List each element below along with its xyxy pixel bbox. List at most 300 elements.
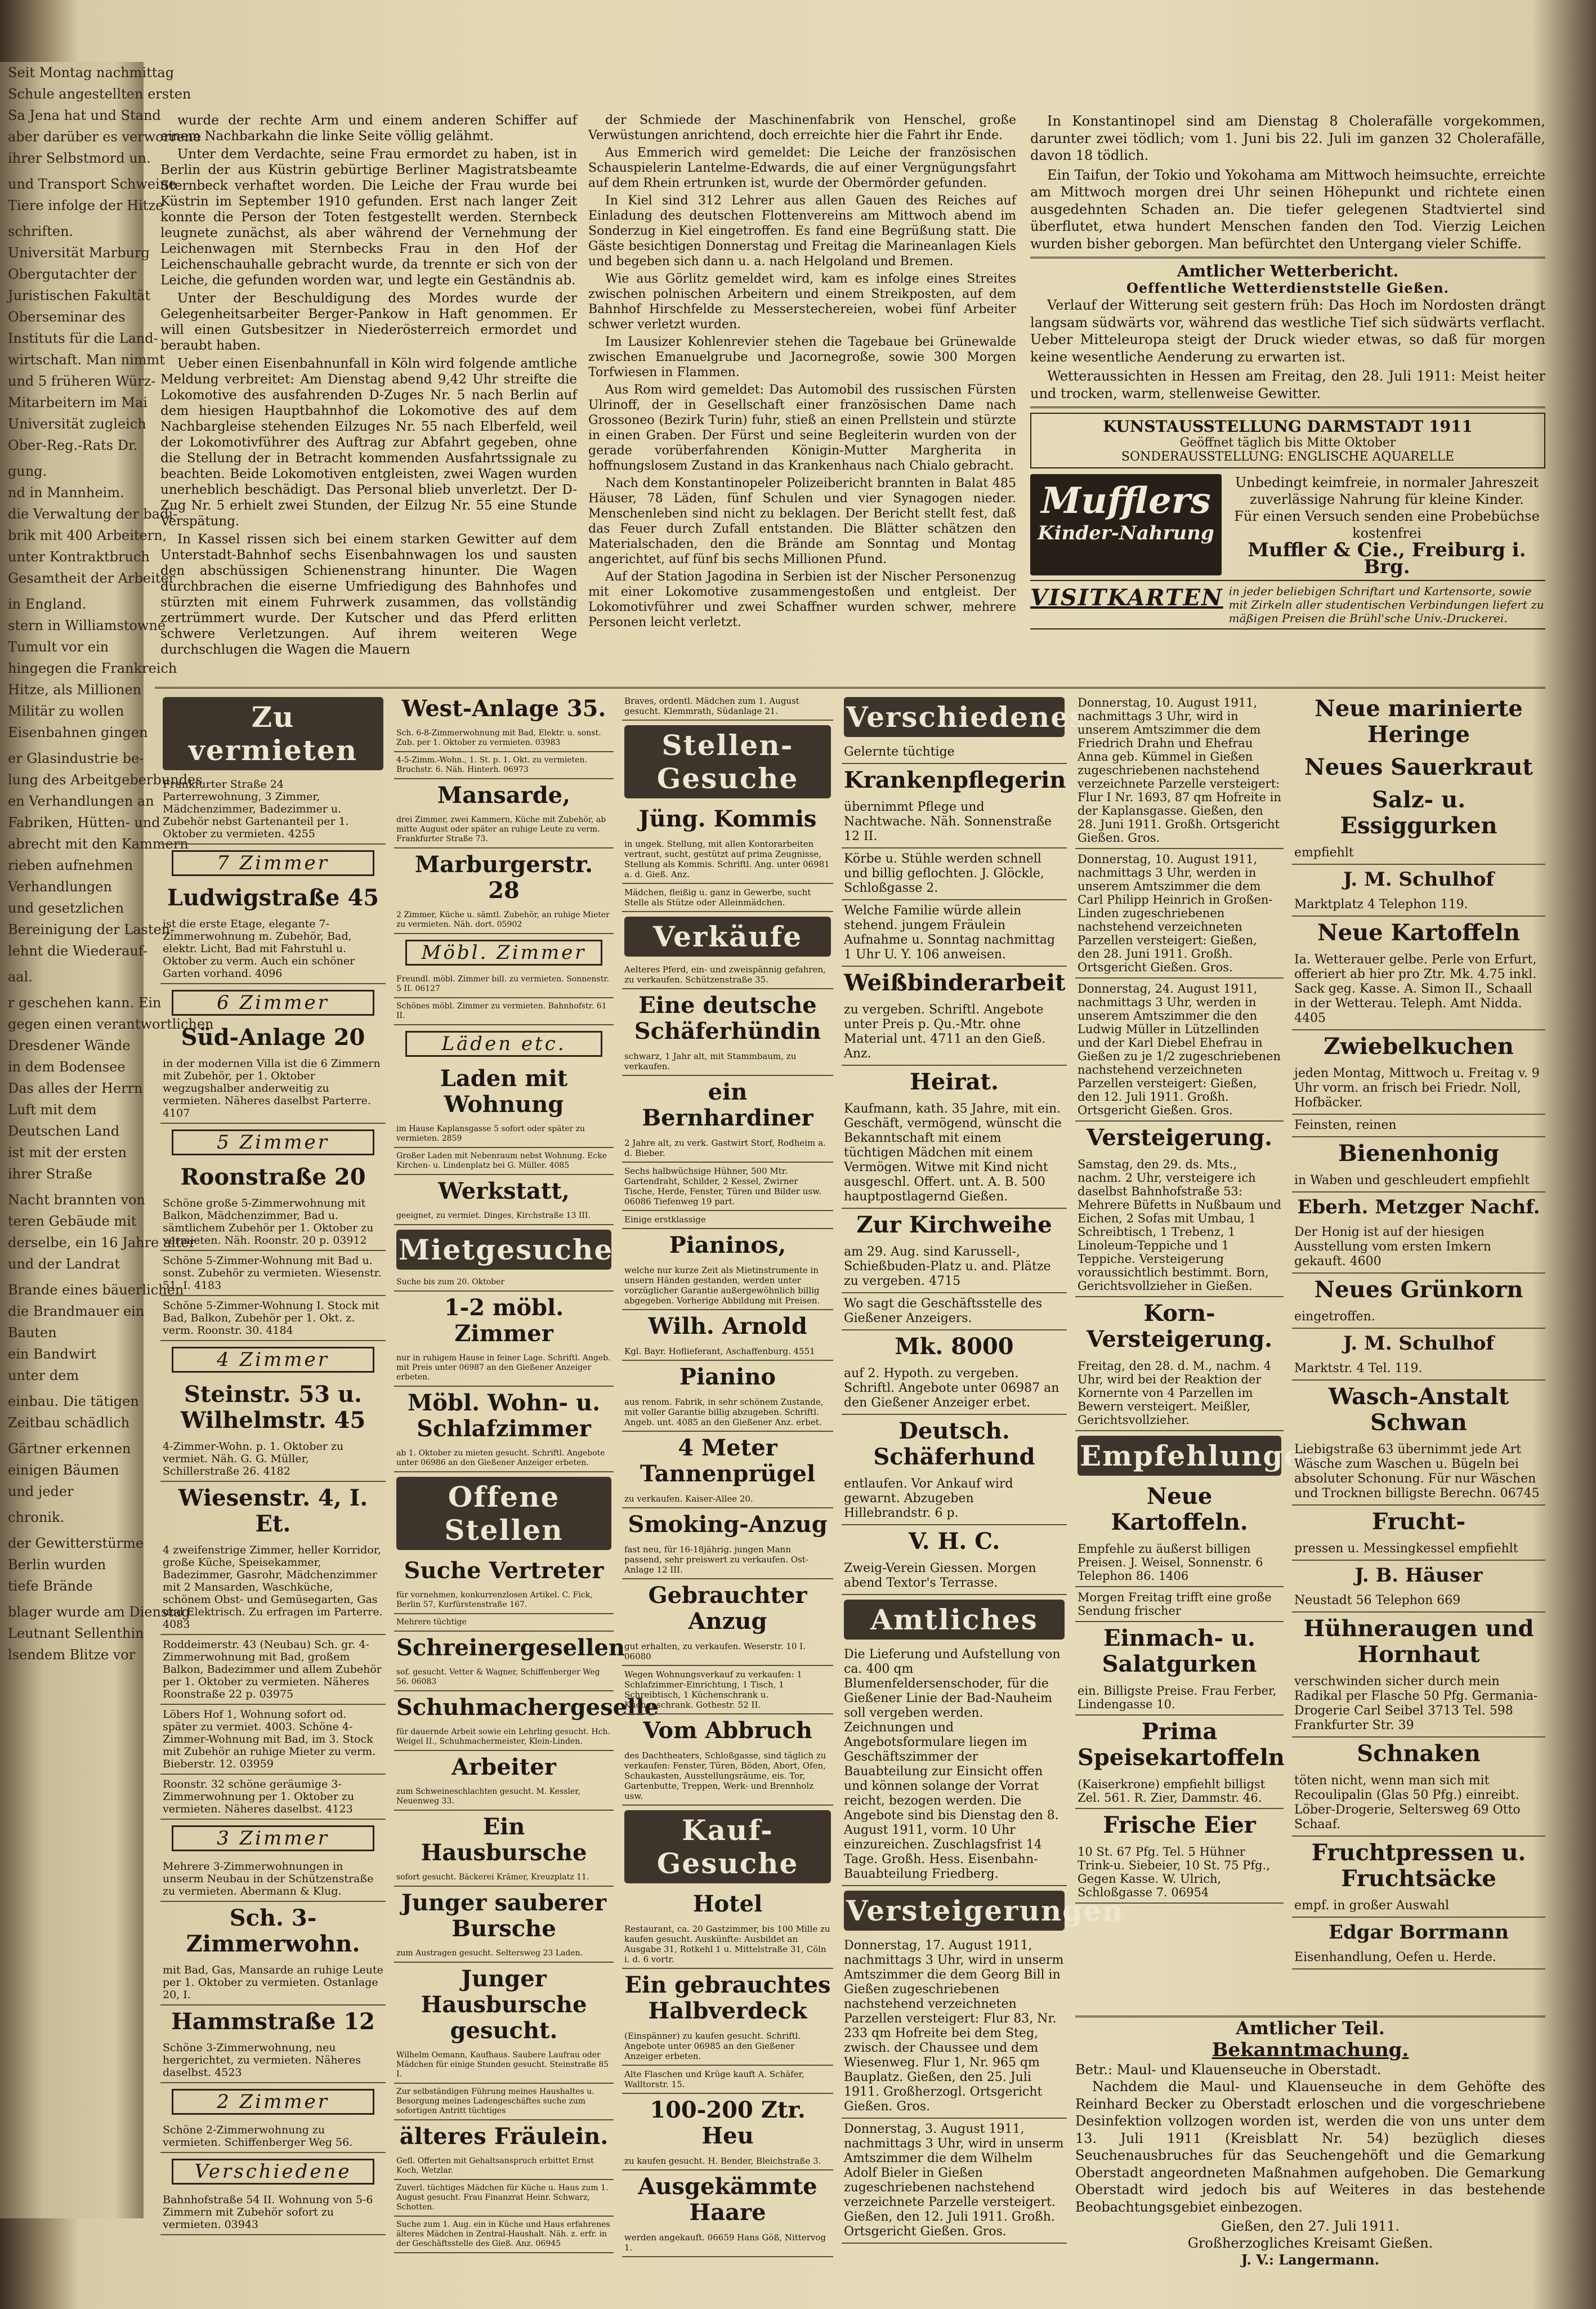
left-page-line: stern in Williamstowne xyxy=(8,618,166,633)
ad-headline: Süd-Anlage 20 xyxy=(181,1024,365,1051)
ad-text: Marktstr. 4 Tel. 119. xyxy=(1292,1358,1545,1381)
left-page-line: die Verwaltung der badi- xyxy=(8,506,178,522)
ad-text: welche nur kurze Zeit als Mietinstrumente in unsern Händen gestanden, werden unter vorzüglicher Garantie außergewöhnlich billig abgegeben. Vorherige Abbildung mit Preisen. xyxy=(622,1262,833,1310)
ad-headline: Schnaken xyxy=(1357,1740,1481,1767)
left-page-line: Tumult vor ein xyxy=(8,639,109,655)
left-page-line: in dem Bodensee xyxy=(8,1059,126,1075)
left-page-line: der Gewitterstürme xyxy=(8,1535,144,1551)
ad-text: des Dachtheaters, Schloßgasse, sind täglich zu verkaufen: Fenster, Türen, Böden, Abort, Ofen, Schaukasten, Ausstellungsräume, eis. Tor, Gartenbutte, Treppen, Werk- und Brennholz usw. xyxy=(622,1747,833,1806)
ad-text: Neustadt 56 Telephon 669 xyxy=(1292,1590,1545,1613)
ad-text: Donnerstag, 10. August 1911, nachmittags 3 Uhr, wird in unserem Amtszimmer die dem Friedrich Drahn und Ehefrau Anna geb. Kümmel in Gießen zugeschriebenen nachstehend verzeichnete Parzelle versteigert: Flur I Nr. 1693, 87 qm Hofreite in der Kaplansgasse. Gießen, den 28. Juni 1911. Großh. Ortsgericht Gießen. Gros. xyxy=(1075,693,1284,849)
left-page-line: Luft mit dem xyxy=(8,1102,97,1118)
ad-headline: Neue Kartoffeln xyxy=(1317,919,1520,946)
ad-text: fast neu, für 16-18jährig. jungen Mann passend, sehr preiswert zu verkaufen. Ost-Anlage 12 III. xyxy=(622,1541,833,1579)
ad-text: (Einspänner) zu kaufen gesucht. Schriftl. Angebote unter 06985 an den Gießener Anzeiger erbeten. xyxy=(622,2027,833,2066)
category-label: Möbl. Zimmer xyxy=(405,940,602,966)
weather-subtitle: Oeffentliche Wetterdienststelle Gießen. xyxy=(1126,280,1450,296)
left-page-line: aber darüber es verworrene xyxy=(8,129,202,145)
ad-headline: Salz- u. Essiggurken xyxy=(1340,787,1497,839)
news-paragraph: Aus Emmerich wird gemeldet: Die Leiche der französischen Schauspielerin Lantelme-Edwards, die auf einer Vergnügungsfahrt auf dem Rhein ertrunken ist, wurde der Obermörder gefunden. xyxy=(588,146,1016,190)
section-header: Verschiedenes xyxy=(844,697,1065,737)
ad-text: Kaufmann, kath. 35 Jahre, mit ein. Geschäft, vermögend, wünscht die Bekanntschaft mit einem tüchtigen Mädchen mit einem Vermögen. Witwe mit Kind nicht ausgeschl. Offert. unt. A. B. 500 hauptpostlagernd Gießen. xyxy=(842,1098,1067,1209)
ad-text: Schöne 2-Zimmerwohnung zu vermieten. Schiffenberger Weg 56. xyxy=(160,2120,386,2153)
ad-headline: West-Anlage 35. xyxy=(401,695,606,722)
ad-text: Suche zum 1. Aug. ein in Küche und Haus erfahrenes älteres Mädchen in Zentral-Haushalt. Näh. z. erfr. in der Geschäftsstelle des Gieß. Anz. 06945 xyxy=(394,2217,614,2253)
left-page-line: Militär zu wollen xyxy=(8,703,124,719)
kunstausstellung-ad: KUNSTAUSSTELLUNG DARMSTADT 1911 Geöffnet täglich bis Mitte Oktober SONDERAUSSTELLUNG: ENGLISCHE AQUARELLE xyxy=(1030,413,1545,468)
ad-text: Mädchen, fleißig u. ganz in Gewerbe, sucht Stelle als Stütze oder Alleinmädchen. xyxy=(622,884,833,912)
ad-text: in der modernen Villa ist die 6 Zimmern mit Zubehör, per 1. Oktober wegzugshalber anderweitig zu vermieten. Näheres daselbst Parterre. 4107 xyxy=(160,1054,386,1124)
weather-text: Verlauf der Witterung seit gestern früh: Das Hoch im Nordosten drängt langsam südwärts vor, während das westliche Tief sich südwärts verflacht. Ueber Mitteleuropa steigt der Druck wieder etwas, so daß für morgen keine wesentliche Aenderung zu erwarten ist. Wetteraussichten in Hessen am Freitag, den 28. Juli 1911: Meist heiter und trocken, warm, stellenweise Gewitter. xyxy=(1030,297,1545,401)
ad-headline: Werkstatt, xyxy=(438,1178,570,1204)
left-page-line: Tiere infolge der Hitze xyxy=(8,198,164,213)
ad-text: entlaufen. Vor Ankauf wird gewarnt. Abzugeben Hillebrandstr. 6 p. xyxy=(842,1473,1067,1525)
ad-headline: Neue marinierte Heringe xyxy=(1315,695,1523,748)
left-page-line: Universität Marburg xyxy=(8,245,150,261)
left-page-line: Ober-Reg.-Rats Dr. xyxy=(8,437,138,453)
ad-headline: Ein Hausbursche xyxy=(421,1814,587,1866)
ad-headline: Möbl. Wohn- u. Schlafzimmer xyxy=(407,1390,600,1442)
left-page-line: Universität zugleich xyxy=(8,416,146,432)
ad-text: Zur selbständigen Führung meines Haushaltes u. Besorgung meines Ladengeschäftes suche zum sofortigen Antritt tüchtiges xyxy=(394,2084,614,2120)
ad-headline: Eine deutsche Schäferhündin xyxy=(634,992,821,1044)
left-page-line: en Verhandlungen an xyxy=(8,793,154,809)
section-header: Amtliches xyxy=(844,1600,1065,1640)
ad-text: Liebigstraße 63 übernimmt jede Art Wäsche zum Waschen u. Bügeln bei absoluter Schonung. Für nur Wäschen und Trocknen billigste Berechn. 06745 xyxy=(1292,1439,1545,1506)
ad-headline: älteres Fräulein. xyxy=(399,2123,609,2150)
left-page-line: in England. xyxy=(8,596,87,612)
left-page-line: Dresdener Wände xyxy=(8,1038,131,1053)
ad-text: Braves, ordentl. Mädchen zum 1. August gesucht. Klemmrath, Südanlage 21. xyxy=(622,693,833,721)
ad-text: empfiehlt xyxy=(1292,842,1545,865)
category-label: 2 Zimmer xyxy=(172,2089,374,2115)
ad-headline: Neue Kartoffeln. xyxy=(1111,1483,1248,1535)
ad-headline: 1-2 möbl. Zimmer xyxy=(444,1294,564,1347)
ad-firm-name: Edgar Borrmann xyxy=(1329,1921,1509,1944)
ad-text: Freundl. möbl. Zimmer bill. zu vermieten. Sonnenstr. 5 II. 06127 xyxy=(394,971,614,998)
ad-text: Freitag, den 28. d. M., nachm. 4 Uhr, wird bei der Reaktion der Kornernte von 4 Parzellen im Bewern versteigert. Meißler, Gerichtsvollzieher. xyxy=(1075,1356,1284,1431)
ad-headline: Zur Kirchweihe xyxy=(856,1212,1052,1238)
ad-text: Sch. 6-8-Zimmerwohnung mit Bad, Elektr. u. sonst. Zub. per 1. Oktober zu vermieten. 03983 xyxy=(394,725,614,752)
ad-text: Welche Familie würde allein stehend. jungem Fräulein Aufnahme u. Sonntag nachmittag 1 Uhr U. Y. 106 anweisen. xyxy=(842,900,1067,967)
ad-headline: Weißbinderarbeit xyxy=(844,970,1066,996)
category-label: 7 Zimmer xyxy=(172,850,374,876)
ad-text: für vornehmen, konkurrenzlosen Artikel. C. Fick, Berlin 57, Kurfürstenstraße 167. xyxy=(394,1587,614,1614)
ad-text: eingetroffen. xyxy=(1292,1306,1545,1329)
ad-text: geeignet, zu vermiet. Dinges, Kirchstraße 13 III. xyxy=(394,1208,614,1225)
ad-firm-name: J. B. Häuser xyxy=(1354,1564,1483,1587)
news-paragraph: Im Lausizer Kohlenrevier stehen die Tagebaue bei Grünewalde zwischen Emanuelgrube und Jacornegroße, sowie 300 Morgen Torfwiesen in Flammen. xyxy=(588,335,1016,379)
section-header: Mietgesuche xyxy=(396,1230,611,1270)
visitkarten-ad: VISITKARTEN in jeder beliebigen Schriftart und Kartensorte, sowie mit Zirkeln aller studentischen Verbindungen liefert zu mäßigen Preisen die Brühl'sche Univ.-Druckerei. xyxy=(1030,580,1545,629)
left-page-line: abrecht mit den Kammern xyxy=(8,836,189,852)
ad-headline: Hotel xyxy=(692,1891,763,1917)
news-paragraph: In Konstantinopel sind am Dienstag 8 Cholerafälle vorgekommen, darunter zwei tödlich; vom 1. Juni bis 22. Juli im ganzen 32 Cholerafälle, davon 18 tödlich. xyxy=(1030,113,1545,163)
left-page-line: ihrer Straße xyxy=(8,1166,93,1182)
ad-text: Morgen Freitag trifft eine große Sendung frischer xyxy=(1075,1587,1284,1622)
ad-headline: Gebrauchter Anzug xyxy=(648,1582,807,1634)
ad-firm-name: J. M. Schulhof xyxy=(1343,868,1495,891)
ad-text: zu kaufen gesucht. H. Bender, Bleichstraße 3. xyxy=(622,2152,833,2170)
ad-headline: Mansarde, xyxy=(437,782,571,809)
ad-text: Schönes möbl. Zimmer zu vermieten. Bahnhofstr. 61 II. xyxy=(394,998,614,1025)
news-paragraph: Ueber einen Eisenbahnunfall in Köln wird folgende amtliche Meldung verbreitet: Am Dienstag abend 9,42 Uhr streifte die Lokomotive des ausfahrenden D-Zuges Nr. 5 nach Berlin auf dem hiesigen Hauptbahnhof die Lokomotive des auf dem Nachbargleise stehenden Eilzuges Nr. 55 nach Elberfeld, weil der Lokomotivführer des Auftrag zur Abfahrt gegeben, ohne die Stellung der in Betracht kommenden Ausfahrtssignale zu beachten. Beide Lokomotiven entgleisten, zwei Wagen wurden unerheblich beschädigt. Das Personal blieb unverletzt. Der D-Zug Nr. 5 erhielt zwei Stunden, der Eilzug Nr. 55 eine Stunde Verspätung. xyxy=(160,356,577,529)
left-page-line xyxy=(0,456,144,461)
ad-text: sof. gesucht. Vetter & Wagner, Schiffenberger Weg 56. 06083 xyxy=(394,1664,614,1691)
ad-headline: Ludwigstraße 45 xyxy=(167,885,379,911)
ad-headline: Arbeiter xyxy=(451,1754,556,1780)
left-page-line xyxy=(0,1185,144,1189)
ad-text: Kgl. Bayr. Hoflieferant, Aschaffenburg. 4551 xyxy=(622,1343,833,1361)
ad-text: ab 1. Oktober zu mieten gesucht. Schriftl. Angebote unter 06986 an den Gießener Anzeiger erbeten. xyxy=(394,1445,614,1472)
news-paragraph: der Schmiede der Maschinenfabrik von Henschel, große Verwüstungen anrichtend, doch erreichte hier die Fahrt ihr Ende. xyxy=(588,113,1016,142)
ad-text: Mehrere tüchtige xyxy=(394,1614,614,1632)
ad-text: Wilhelm Oemann, Kaufhaus. Saubere Laufrau oder Mädchen für einige Stunden gesucht. Steinstraße 85 I. xyxy=(394,2047,614,2084)
ad-text: Bahnhofstraße 54 II. Wohnung von 5-6 Zimmern mit Zubehör sofort zu vermieten. 03943 xyxy=(160,2190,386,2235)
ad-headline: Junger Hausbursche gesucht. xyxy=(421,1966,587,2044)
left-page-line: Brande eines bäuerlichen xyxy=(8,1282,184,1298)
ads-column-c xyxy=(622,693,833,2257)
left-page-line: nd in Mannheim. xyxy=(8,485,124,501)
ad-text: Löbers Hof 1, Wohnung sofort od. später zu vermiet. 4003. Schöne 4-Zimmer-Wohnung mit Bad, im 3. Stock mit Zubehör an ruhige Mieter zu verm. Bieberstr. 12. 03959 xyxy=(160,1705,386,1775)
ad-headline: Prima Speisekartoffeln xyxy=(1078,1718,1285,1771)
ad-text: Suche bis zum 20. Oktober xyxy=(394,1274,614,1292)
ad-text: für dauernde Arbeit sowie ein Lehrling gesucht. Hch. Weigel II., Schuhmachermeister, Klein-Linden. xyxy=(394,1724,614,1751)
left-page-line: Bauten xyxy=(8,1325,57,1341)
left-page-line xyxy=(0,1528,144,1533)
left-page-line: Sa Jena hat und Stand xyxy=(8,108,161,123)
ad-text: Samstag, den 29. ds. Mts., nachm. 2 Uhr, versteigere ich daselbst Bahnhofstraße 53: Mehrere Büfetts in Nußbaum und Eichen, 2 Sofas mit Umbau, 1 Schreibtisch, 1 Trebenz, 1 Linoleum-Teppiche und 1 Teppiche. Versteigerung voraussichtlich bestimmt. Born, Gerichtsvollzieher in Gießen. xyxy=(1075,1154,1284,1297)
left-page-line: Verhandlungen xyxy=(8,879,113,895)
left-page-line: Gärtner erkennen xyxy=(8,1441,131,1457)
left-page-line xyxy=(0,1502,144,1507)
ad-text: verschwinden sicher durch mein Radikal per Flasche 50 Pfg. Germania-Drogerie Carl Seibel 3713 Tel. 598 Frankfurter Str. 39 xyxy=(1292,1671,1545,1738)
ad-text: Empfehle zu äußerst billigen Preisen. J. Weisel, Sonnenstr. 6 Telephon 86. 1406 xyxy=(1075,1539,1284,1587)
left-page-line: lehnt die Wiederauf- xyxy=(8,943,148,959)
ad-text: zum Schweineschlachten gesucht. M. Kessler, Neuenweg 33. xyxy=(394,1784,614,1811)
ad-headline: Smoking-Anzug xyxy=(628,1511,828,1538)
ad-text: Frankfurter Straße 24 Parterrewohnung, 3 Zimmer, Mädchenzimmer, Badezimmer u. Zubehör nebst Gartenanteil per 1. Oktober zu vermieten. 4255 xyxy=(160,775,386,845)
ad-text: drei Zimmer, zwei Kammern, Küche mit Zubehör, ab mitte August oder später an ruhige Leute zu verm. Frankfurter Straße 73. xyxy=(394,812,614,848)
ad-text: zum Austragen gesucht. Seltersweg 23 Laden. xyxy=(394,1945,614,1963)
ad-headline: Vom Abbruch xyxy=(643,1717,812,1744)
ad-text: werden angekauft. 06659 Hans Göß, Nittervog 1. xyxy=(622,2229,833,2257)
ads-column-e xyxy=(1075,693,1325,1904)
ad-headline: Wiesenstr. 4, I. Et. xyxy=(178,1485,368,1537)
left-page-line: chronik. xyxy=(8,1509,65,1525)
ad-text: Schöne große 5-Zimmerwohnung mit Balkon, Mädchenzimmer, Bad u. sämtlichem Zubehör per 1. Oktober zu vermieten. Näh. Roonstr. 20 p. 03912 xyxy=(160,1194,386,1251)
ad-headline: Heirat. xyxy=(910,1069,999,1095)
left-page-line: einigen Bäumen xyxy=(8,1462,119,1478)
ad-text: ein. Billigste Preise. Frau Ferber, Lindengasse 10. xyxy=(1075,1681,1284,1716)
ad-text: empf. in großer Auswahl xyxy=(1292,1895,1545,1918)
left-page-line: und Transport Schweine xyxy=(8,176,177,192)
ad-headline: Bienenhonig xyxy=(1338,1140,1500,1167)
ad-headline: Versteigerung. xyxy=(1086,1124,1273,1151)
left-page-line: Eisenbahnen gingen xyxy=(8,725,148,740)
ads-column-zu-vermieten xyxy=(160,693,386,2235)
ad-text: Roonstr. 32 schöne geräumige 3-Zimmerwohnung per 1. Oktober zu vermieten. Näheres daselbst. 4123 xyxy=(160,1775,386,1820)
section-header: Verkäufe xyxy=(624,917,831,957)
ad-text: in ungek. Stellung, mit allen Kontorarbeiten vertraut, sucht, gestützt auf prima Zeugnisse, Stellung als Kommis. Schriftl. Ang. unter 06981 a. d. Gieß. Anz. xyxy=(622,836,833,884)
left-page-line xyxy=(0,1386,144,1391)
category-label: 3 Zimmer xyxy=(172,1825,374,1851)
ad-text: Wegen Wohnungsverkauf zu verkaufen: 1 Schlafzimmer-Einrichtung, 1 Tisch, 1 Schreibtisch, 1 Küchenschrank u. Küchenschrank. Gothestr. 52 II. xyxy=(622,1666,833,1714)
ad-text: Schöne 5-Zimmer-Wohnung mit Bad u. sonst. Zubehör zu vermieten. Wiesenstr. 51, I. 4183 xyxy=(160,1251,386,1296)
ad-text: töten nicht, wenn man sich mit Recoulipalin (Glas 50 Pfg.) einreibt. Löber-Drogerie, Seltersweg 69 Otto Schaaf. xyxy=(1292,1770,1545,1837)
section-header: Zu vermieten xyxy=(163,697,383,770)
section-header: Stellen-Gesuche xyxy=(624,725,831,798)
left-page-line: Juristischen Fakultät xyxy=(8,288,150,303)
left-page-line: gung. xyxy=(8,463,47,479)
section-header: Empfehlungen xyxy=(1078,1436,1281,1476)
weather-title: Amtlicher Wetterbericht. xyxy=(1177,262,1399,280)
section-header: Kauf-Gesuche xyxy=(624,1810,831,1883)
ad-text: 4-Zimmer-Wohn. p. 1. Oktober zu vermiet. Näh. G. G. Müller, Schillerstraße 26. 4182 xyxy=(160,1437,386,1482)
left-page-line: und gesetzlichen xyxy=(8,900,124,916)
ad-text: gut erhalten, zu verkaufen. Weserstr. 10 I. 06080 xyxy=(622,1638,833,1666)
newspaper-page xyxy=(144,113,1557,2280)
left-page-line: ihrer Selbstmord un. xyxy=(8,150,151,166)
left-page-line: ist mit der ersten xyxy=(8,1145,127,1160)
ad-text: ist die erste Etage, elegante 7-Zimmerwohnung m. Zubehör, Bad, elektr. Licht, Bad mit Fahrstuhl u. Oktober zu verm. Auch ein schöner Garten vorhand. 4096 xyxy=(160,914,386,984)
section-header: Versteigerungen xyxy=(844,1891,1065,1931)
ad-headline: Korn-Versteigerung. xyxy=(1086,1300,1273,1352)
ad-headline: Laden mit Wohnung xyxy=(440,1065,568,1118)
ad-headline: Pianinos, xyxy=(669,1232,786,1258)
news-paragraph: wurde der rechte Arm und einem anderen Schiffer auf einem Nachbarkahn die linke Seite völlig gelähmt. xyxy=(160,113,577,144)
left-page-line: Zeitbau schädlich xyxy=(8,1415,130,1431)
left-page-line: und der Landrat xyxy=(8,1256,120,1272)
ad-headline: Schreinergesellen xyxy=(396,1634,625,1661)
ad-headline: Marburgerstr. 28 xyxy=(414,851,593,904)
ad-headline: Hühneraugen und Hornhaut xyxy=(1303,1615,1534,1668)
left-page-line: Instituts für die Land- xyxy=(8,331,158,346)
left-page-line: Mitarbeitern im Mai xyxy=(8,395,147,410)
news-paragraph: Wie aus Görlitz gemeldet wird, kam es infolge eines Streites zwischen polnischen Arbeitern und einem Streikposten, auf dem Bahnhof Hirschfelde zu Messerstechereien, wobei fünf Arbeiter schwer verletzt wurden. xyxy=(588,272,1016,332)
left-page-line: er Glasindustrie be- xyxy=(8,751,144,766)
ad-text: Marktplatz 4 Telephon 119. xyxy=(1292,894,1545,917)
ad-text: nur in ruhigem Hause in feiner Lage. Schriftl. Angeb. mit Preis unter 06987 an den Gießener Anzeiger erbeten. xyxy=(394,1350,614,1387)
ad-text: auf 2. Hypoth. zu vergeben. Schriftl. Angebote unter 06987 an den Gießener Anzeiger erbet. xyxy=(842,1363,1067,1415)
ad-headline: Frucht- xyxy=(1371,1508,1466,1535)
ad-text: pressen u. Messingkessel empfiehlt xyxy=(1292,1538,1545,1561)
news-paragraph: Ein Taifun, der Tokio und Yokohama am Mittwoch heimsuchte, erreichte am Mittwoch morgen drei Uhr seinen Höhepunkt und richtete einen ausgedehnten Schaden an. Die tiefer gelegenen Stadtviertel sind überflutet, etwa hundert Menschen fanden den Tod. Vierzig Leichen wurden bisher geborgen. Man befürchtet den Untergang vieler Schiffe. xyxy=(1030,167,1545,252)
ad-headline: 4 Meter Tannenprügel xyxy=(640,1435,816,1487)
ad-text: am 29. Aug. sind Karussell-, Schießbuden-Platz u. and. Plätze zu vergeben. 4715 xyxy=(842,1241,1067,1293)
ad-firm-name: J. M. Schulhof xyxy=(1343,1332,1495,1355)
left-page-line: Hitze, als Millionen xyxy=(8,682,142,698)
ad-headline: Mk. 8000 xyxy=(895,1333,1014,1360)
amtlicher-teil: Amtlicher Teil. Bekanntmachung. Betr.: Maul- und Klauenseuche in Oberstadt. Nachdem die Maul- und Klauenseuche in dem Gehöfte des Reinhard Becker zu Oberstadt erloschen und die vorgeschriebene Desinfektion vollzogen worden ist, werden die von uns unter dem 13. Juli 1911 (Kreisblatt Nr. 54) bezüglich dieses Seuchenausbruches für das Seuchengehöft und die Gemarkung Oberstadt angeordneten Maßnahmen aufgehoben. Die Gemarkung Oberstadt wird jedoch bis auf Weiteres in das bestehende Beobachtungsgebiet einbezogen. Gießen, den 27. Juli 1911. Großherzogliches Kreisamt Gießen. J. V.: Langermann. xyxy=(1075,2016,1545,2268)
left-page-line: Schule angestellten ersten xyxy=(8,86,191,102)
ad-text: im Hause Kaplansgasse 5 sofort oder später zu vermieten. 2859 xyxy=(394,1121,614,1148)
ad-headline: Ein gebrauchtes Halbverdeck xyxy=(624,1972,831,2024)
ad-headline: Schuhmachergeselle xyxy=(396,1694,659,1721)
ads-column-b xyxy=(394,693,659,2253)
ad-text: Alte Flaschen und Krüge kauft A. Schäfer, Walltorstr. 15. xyxy=(622,2066,833,2094)
left-page-line: Leutnant Sellenthin xyxy=(8,1625,144,1641)
ad-text: Schöne 5-Zimmer-Wohnung I. Stock mit Bad, Balkon, Zubehör per 1. Okt. z. verm. Roonstr. 30. 4184 xyxy=(160,1296,386,1341)
left-page-line: Berlin wurden xyxy=(8,1557,106,1573)
left-page-line: blager wurde am Dienstag xyxy=(8,1604,190,1620)
ad-headline: Steinstr. 53 u. Wilhelmstr. 45 xyxy=(180,1381,366,1433)
ad-text: zu verkaufen. Kaiser-Allee 20. xyxy=(622,1490,833,1508)
ad-headline: Krankenpflegerin xyxy=(844,767,1066,793)
ad-text: 2 Jahre alt, zu verk. Gastwirt Storf, Rodheim a. d. Bieber. xyxy=(622,1135,833,1163)
ad-text: mit Bad, Gas, Mansarde an ruhige Leute per 1. Oktober zu vermieten. Ostanlage 20, I. xyxy=(160,1960,386,2006)
news-paragraph: Unter der Beschuldigung des Mordes wurde der Gelegenheitsarbeiter Berger-Pankow in Haft genommen. Er will einen Gutsbesitzer in Niederösterreich ermordet und beraubt haben. xyxy=(160,291,577,353)
left-page-line: Seit Montag nachmittag xyxy=(8,65,175,81)
left-page-line: gegen einen verantwortlichen xyxy=(8,1016,214,1032)
ad-text: Schöne 3-Zimmerwohnung, neu hergerichtet, zu vermieten. Näheres daselbst. 4523 xyxy=(160,2038,386,2083)
left-page-line: ein Bandwirt xyxy=(8,1346,97,1362)
left-page-line: Bereinigung der Lasten- xyxy=(8,922,175,937)
left-page-line: lsendem Blitze vor xyxy=(8,1647,136,1663)
left-page-line xyxy=(0,1597,144,1601)
ad-text: Donnerstag, 17. August 1911, nachmittags 3 Uhr, wird in unserm Amtszimmer die dem Georg Bill in Gießen zugeschriebenen nachstehend verzeichneten Parzellen versteigert: Flur 83, Nr. 233 qm Hofreite bei dem Steg, zwisch. der Chaussee und dem Wiesenweg. Flur 1, Nr. 965 qm Bauplatz. Gießen, den 25. Juli 1911. Großherzogl. Ortsgericht Gießen. Gros. xyxy=(842,1935,1067,2119)
ad-headline: Neues Sauerkraut xyxy=(1304,754,1533,780)
category-label: 4 Zimmer xyxy=(172,1347,374,1373)
news-column-1 xyxy=(160,113,577,681)
ad-text: Zweig-Verein Giessen. Morgen abend Textor's Terrasse. xyxy=(842,1558,1067,1595)
left-page-line: und jeder xyxy=(8,1484,74,1499)
ad-text: Aelteres Pferd, ein- und zweispännig gefahren, zu verkaufen. Schützenstraße 35. xyxy=(622,961,833,989)
ad-text: (Kaiserkrone) empfiehlt billigst Zel. 561. R. Zier, Dammstr. 46. xyxy=(1075,1774,1284,1809)
news-column-3 xyxy=(1030,113,1545,681)
ad-text: Restaurant, ca. 20 Gastzimmer, bis 100 Mille zu kaufen gesucht. Auskünfte: Ausbildet an Ausgabe 31, Rotkehl 1 u. Mittelstraße 31, Cöln i. d. 6 vortr. xyxy=(622,1921,833,1969)
left-page-line: lung des Arbeitgeberbundes xyxy=(8,772,203,788)
left-page-line: brik mit 400 Arbeitern, xyxy=(8,528,167,543)
news-paragraph: In Kiel sind 312 Lehrer aus allen Gauen des Reiches auf Einladung des deutschen Flottenvereins am Mittwoch abend im Sonderzug in Kiel eingetroffen. Es fand eine Begrüßung statt. Die Gäste besichtigen Donnerstag und Freitag die Marineanlagen Kiels und begeben sich dann u. a. nach Helgoland und Bremen. xyxy=(588,194,1016,269)
ad-headline: Fruchtpressen u. Fruchtsäcke xyxy=(1311,1839,1526,1892)
left-page-line xyxy=(0,743,144,748)
ad-text: Ia. Wetterauer gelbe. Perle von Erfurt, offeriert ab hier pro Ztr. Mk. 4.75 inkl. Sack geg. Kasse. A. Simon II., Schaall in der Wetterau. Teleph. Amt Nidda. 4405 xyxy=(1292,949,1545,1030)
ad-text: Einige erstklassige xyxy=(622,1211,833,1229)
left-page-line: einbau. Die tätigen xyxy=(8,1394,139,1409)
ad-text: sofort gesucht. Bäckerei Krämer, Kreuzplatz 11. xyxy=(394,1869,614,1887)
ad-headline: Wilh. Arnold xyxy=(648,1313,807,1339)
ad-text: Körbe u. Stühle werden schnell und billig geflochten. J. Glöckle, Schloßgasse 2. xyxy=(842,848,1067,900)
ad-text: übernimmt Pflege und Nachtwache. Näh. Sonnenstraße 12 II. xyxy=(842,797,1067,848)
ad-headline: Frische Eier xyxy=(1103,1812,1256,1838)
left-page-line xyxy=(0,962,144,966)
left-page-line: unter Kontraktbruch xyxy=(8,549,150,565)
news-paragraph: Unter dem Verdachte, seine Frau ermordet zu haben, ist in Berlin der aus Küstrin gebürtige Berliner Magistratsbeamte Sternbeck verhaftet worden. Die Leiche der Frau wurde bei Küstrin im September 1910 gefunden. Erst nach langer Zeit konnte die Person der Toten festgestellt werden. Sternbeck leugnete zunächst, als aber während der Vernehmung der Leichenwagen mit Sternbecks Frau in den Hof der Leichenschauhalle gebracht wurde, da trennte er sich von der Leiche, die gefunden worden war, und legte ein Geständnis ab. xyxy=(160,147,577,288)
ads-column-f xyxy=(1292,693,1545,1969)
left-page-line: Deutschen Land xyxy=(8,1123,120,1139)
ad-headline: V. H. C. xyxy=(908,1528,1000,1555)
left-page-line: Oberseminar des xyxy=(8,309,126,325)
ad-text: 4-5-Zimm.-Wohn., 1. St. p. 1. Okt. zu vermieten. Bruchstr. 6. Näh. Hinterh. 06973 xyxy=(394,752,614,779)
ad-headline: 100-200 Ztr. Heu xyxy=(650,2097,806,2149)
ad-text: Großer Laden mit Nebenraum nebst Wohnung. Ecke Kirchen- u. Lindenplatz bei G. Müller. 4085 xyxy=(394,1148,614,1175)
ad-headline: Junger sauberer Bursche xyxy=(401,1890,607,1942)
ad-headline: Wasch-Anstalt Schwan xyxy=(1328,1383,1509,1436)
ad-headline: ein Bernhardiner xyxy=(642,1079,813,1131)
ad-text: Sechs halbwüchsige Hühner, 500 Mtr. Gartendraht, Schilder, 2 Kessel, Zwirner Tische, Herde, Fenster, Türen und Bilder usw. 06086 Tiefenweg 19 part. xyxy=(622,1163,833,1211)
left-page-line: Das alles der Herrn xyxy=(8,1080,143,1096)
ad-headline: Neues Grünkorn xyxy=(1314,1276,1523,1303)
ad-text: Roddeimerstr. 43 (Neubau) Sch. gr. 4-Zimmerwohnung mit Bad, großem Balkon, Badezimmer und allem Zubehör per 1. Oktober zu vermieten. Näheres Roonstraße 22 p. 03975 xyxy=(160,1635,386,1705)
left-page-line: Obergutachter der xyxy=(8,266,137,282)
left-page-line: rieben aufnehmen xyxy=(8,857,133,873)
left-page-line: tiefe Brände xyxy=(8,1578,93,1594)
left-page-line: schriften. xyxy=(8,224,74,239)
left-page-line: aal. xyxy=(8,969,33,985)
ad-text: Wo sagt die Geschäftsstelle des Gießener Anzeigers. xyxy=(842,1293,1067,1330)
left-page-line: unter dem xyxy=(8,1368,79,1383)
category-label: Läden etc. xyxy=(405,1031,602,1057)
ad-headline: Deutsch. Schäferhund xyxy=(873,1418,1035,1470)
ad-text: aus renom. Fabrik, in sehr schönem Zustande, mit voller Garantie billig abzugeben. Schriftl. Angeb. unt. 4085 an den Gießener Anz. erbet. xyxy=(622,1394,833,1432)
ad-text: Mehrere 3-Zimmerwohnungen in unserm Neubau in der Schützenstraße zu vermieten. Abermann & Klug. xyxy=(160,1857,386,1902)
left-page-line xyxy=(0,169,144,173)
ad-text: Die Lieferung und Aufstellung von ca. 400 qm Blumenfeldersenschoder, für die Gießener Linie der Bad-Nauheim soll vergeben werden. Zeichnungen und Angebotsformulare liegen im Geschäftszimmer der Bauabteilung zur Einsicht offen und können solange der Vorrat reicht, bezogen werden. Die Angebote sind bis Dienstag den 8. August 1911, vorm. 10 Uhr einzureichen. Zuschlagsfrist 14 Tage. Großh. Hess. Eisenbahn-Bauabteilung Friedberg. xyxy=(842,1644,1067,1886)
left-page-line: derselbe, ein 16 Jahre alter xyxy=(8,1235,196,1250)
left-page-line xyxy=(0,216,144,221)
ad-text: 4 zweifenstrige Zimmer, heller Korridor, große Küche, Speisekammer, Badezimmer, Gasrohr, Mädchenzimmer mit 2 Mansarden, Waschküche, schönem Obst- und Gemüsegarten, Gas und Elektrisch. Zu erfragen im Parterre. 4083 xyxy=(160,1540,386,1635)
ad-text: 2 Zimmer, Küche u. sämtl. Zubehör, an ruhige Mieter zu vermieten. Näh. dort. 05902 xyxy=(394,907,614,934)
ad-headline: Sch. 3-Zimmerwohn. xyxy=(186,1905,360,1957)
ad-headline: Roonstraße 20 xyxy=(180,1164,366,1190)
category-label: 5 Zimmer xyxy=(172,1129,374,1155)
left-page-line xyxy=(0,1433,144,1438)
category-label: Verschiedene xyxy=(172,2159,374,2185)
ad-text: Der Honig ist auf der hiesigen Ausstellung vom ersten Imkern gekauft. 4600 xyxy=(1292,1222,1545,1274)
ads-column-d xyxy=(842,693,1124,2244)
news-paragraph: Aus Rom wird gemeldet: Das Automobil des russischen Fürsten Ulrinoff, der in Gesellschaft einer französischen Dame nach Grossoneo (Bezirk Turin) fuhr, stieß an einen Prellstein und stürzte in einen Graben. Der Fürst und seine Begleiterin wurden von der gerade vorüberfahrenden Königin-Mutter Margherita in hoffnungslosem Zustand in das Krankenhaus nach Chialo gebracht. xyxy=(588,383,1016,473)
ad-text: 10 St. 67 Pfg. Tel. 5 Hühner Trink-u. Siebeier, 10 St. 75 Pfg., Gegen Kasse. W. Ulrich, Schloßgasse 7. 06954 xyxy=(1075,1842,1284,1904)
ad-headline: Pianino xyxy=(679,1364,776,1390)
left-page-line: die Brandmauer ein xyxy=(8,1303,145,1319)
ad-headline: Einmach- u. Salatgurken xyxy=(1102,1625,1257,1677)
ad-headline: Ausgekämmte Haare xyxy=(638,2173,817,2226)
ad-text: Zuverl. tüchtiges Mädchen für Küche u. Haus zum 1. August gesucht. Frau Finanzrat Heinr. Schwarz, Schotten. xyxy=(394,2180,614,2217)
ad-firm-name: Eberh. Metzger Nachf. xyxy=(1297,1196,1540,1218)
left-page-line: Fabriken, Hütten- und xyxy=(8,815,160,830)
ad-text: Donnerstag, 10. August 1911, nachmittags 3 Uhr, werden in unserem Amtszimmer die dem Carl Philipp Heinrich in Großen-Linden zugeschriebenen nachstehend verzeichneten Parzellen versteigert: Gießen, den 28. Juni 1911. Großh. Ortsgericht Gießen. Gros. xyxy=(1075,849,1284,979)
left-page-line xyxy=(0,1275,144,1279)
news-paragraph: In Kassel rissen sich bei einem starken Gewitter auf dem Unterstadt-Bahnhof sechs Eisenbahnwagen los und sausten den abschüssigen Schienenstrang hinunter. Die Wagen durchbrachen die eiserne Umfriedigung des Bahnhofes und stürzten mit einem Fuhrwerk zusammen, das vollständig zertrümmert wurde. Der Kutscher und das Pferd erlitten schwere Verletzungen. Auf ihrem weiteren Wege durchschlugen die Wagen die Mauern xyxy=(160,532,577,657)
ad-headline: Hammstraße 12 xyxy=(171,2008,375,2035)
left-page-line: und 5 früheren Würz- xyxy=(8,373,156,389)
left-page-line: wirtschaft. Man nimmt xyxy=(8,352,165,368)
category-label: 6 Zimmer xyxy=(172,990,374,1016)
left-page-line: Nacht brannten von xyxy=(8,1192,145,1208)
ad-text: in Waben und geschleudert empfiehlt xyxy=(1292,1170,1545,1193)
ad-text: Feinsten, reinen xyxy=(1292,1115,1545,1137)
ad-text: Gefl. Offerten mit Gehaltsanspruch erbittet Ernst Koch, Wetzlar. xyxy=(394,2153,614,2180)
ad-text: Donnerstag, 3. August 1911, nachmittags 3 Uhr, wird in unserm Amtszimmer die dem Wilhelm Adolf Bieler in Gießen zugeschriebenen nachstehend verzeichnete Parzelle versteigert. Gießen, den 12. Juli 1911. Großh. Ortsgericht Gießen. Gros. xyxy=(842,2119,1067,2244)
left-page-fragment xyxy=(0,62,214,2218)
left-page-line: Gesamtheit der Arbeiter xyxy=(8,570,176,586)
ad-text: zu vergeben. Schriftl. Angebote unter Preis p. Qu.-Mtr. ohne Material unt. 4711 an den Gieß. Anz. xyxy=(842,999,1067,1066)
ad-text: schwarz, 1 Jahr alt, mit Stammbaum, zu verkaufen. xyxy=(622,1048,833,1076)
news-paragraph: Nach dem Konstantinopeler Polizeibericht brannten in Balat 485 Häuser, 78 Läden, fünf Schulen und vier Synagogen nieder. Menschenleben sind nicht zu beklagen. Der Bericht stellt fest, daß das Feuer durch Zufall entstanden. Die Blätter schätzen den Materialschaden, den die Brände am Sonntag und Montag angerichtet, auf fünf bis sechs Millionen Pfund. xyxy=(588,476,1016,566)
ad-headline: Suche Vertreter xyxy=(404,1557,604,1584)
ad-text: Donnerstag, 24. August 1911, nachmittags 3 Uhr, werden in unserem Amtszimmer die den Ludwig Müller in Lützellinden und der Karl Diebel Ehefrau in Gießen zu je 1/2 zugeschriebenen nachstehend verzeichneten Parzellen versteigert: Gießen, den 12. Juli 1911. Großh. Ortsgericht Gießen. Gros. xyxy=(1075,979,1284,1122)
muffler-ad: Mufflers Kinder-Nahrung Unbedingt keimfreie, in normaler Jahreszeit zuverlässige Nahrung für kleine Kinder. Für einen Versuch senden eine Probebüchse kostenfrei Muffler & Cie., Freiburg i. Brg. xyxy=(1030,474,1545,575)
left-page-line: r geschehen kann. Ein xyxy=(8,995,162,1011)
news-paragraph: Auf der Station Jagodina in Serbien ist der Nischer Personenzug mit einer Lokomotive zusammengestoßen und entgleist. Der Lokomotivführer und zwei Schaffner wurden schwer, mehrere Personen leicht verletzt. xyxy=(588,570,1016,629)
ad-headline: Zwiebelkuchen xyxy=(1324,1033,1514,1060)
news-column-2 xyxy=(588,113,1016,681)
ad-text: jeden Montag, Mittwoch u. Freitag v. 9 Uhr vorm. an frisch bei Friedr. Noll, Hofbäcker. xyxy=(1292,1063,1545,1115)
section-header: Offene Stellen xyxy=(396,1477,611,1550)
left-page-line xyxy=(0,988,144,992)
ad-text: Gelernte tüchtige xyxy=(842,742,1067,764)
